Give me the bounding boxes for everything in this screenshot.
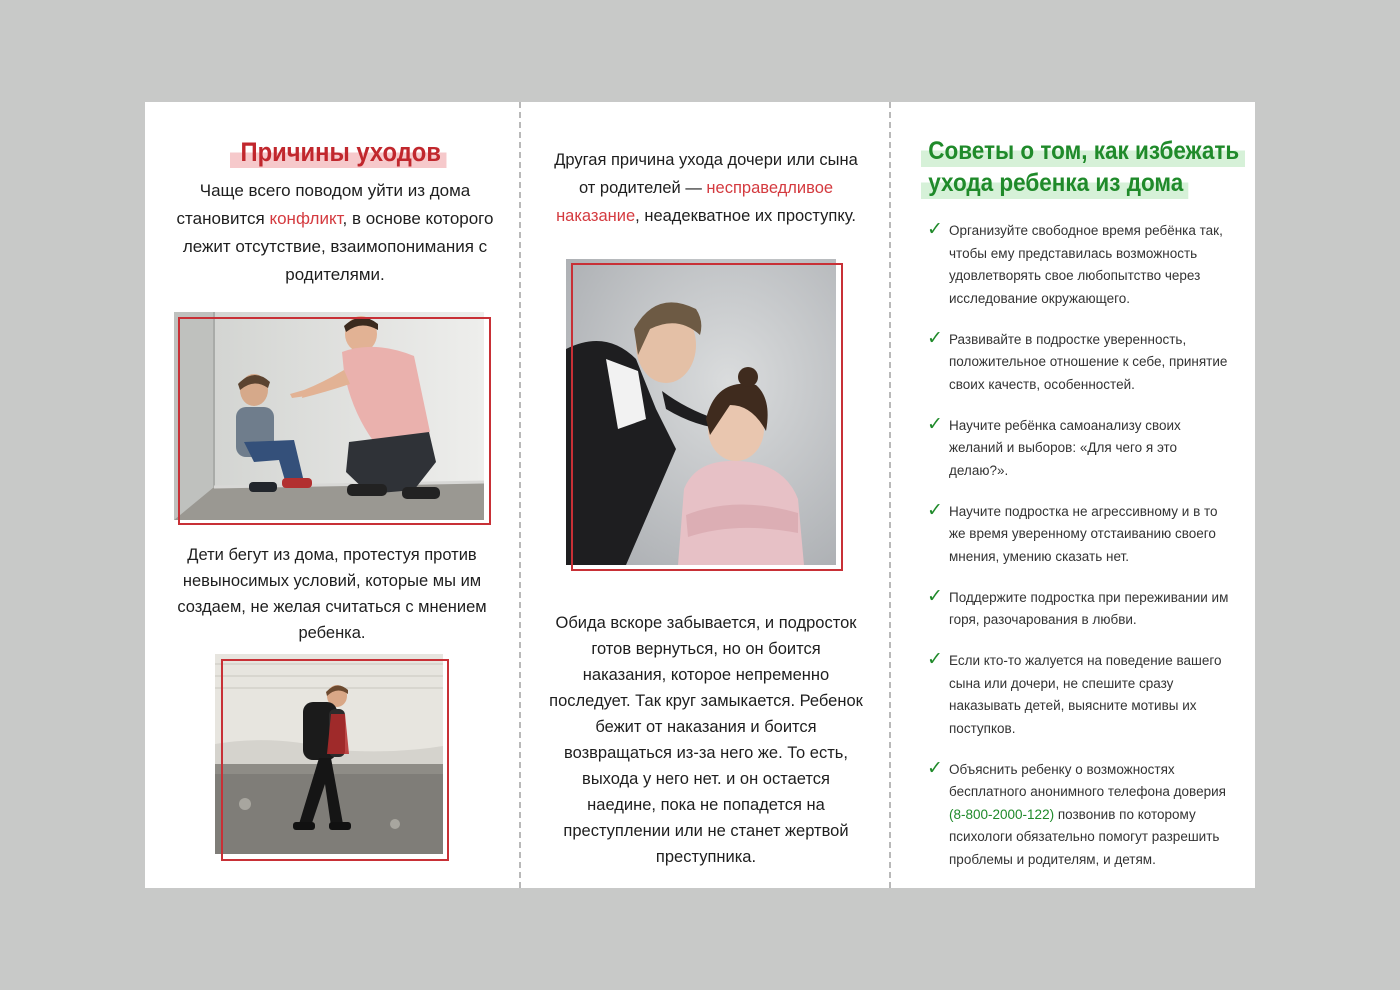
checkmark-icon: ✓ xyxy=(927,413,943,435)
advice-title-line-2: ухода ребенка из дома xyxy=(921,167,1189,199)
advice-item xyxy=(929,587,1229,632)
panel-title-advice xyxy=(921,135,1281,199)
other-reason-paragraph-2: Обида вскоре забывается, и подросток готов вернуться, но он боится наказания, которое непременно последует. Так круг замыкается. Ребенок бежит от наказания и боится возвращаться из-за него же. То есть, выхода у него нет. и он остается наедине, пока не попадется на преступлении или не станет жертвой преступника. xyxy=(549,614,863,866)
advice-text: Поддержите подростка при переживании им горя, разочарования в любви. xyxy=(949,589,1229,627)
photo-frame-2 xyxy=(221,659,449,861)
panel-advice xyxy=(891,102,1255,888)
advice-text: Развивайте в подростке уверенность, положительное отношение к себе, принятие своих качеств, особенностей. xyxy=(949,331,1228,392)
checkmark-icon: ✓ xyxy=(927,499,943,521)
advice-item xyxy=(929,220,1229,310)
advice-item xyxy=(929,650,1229,740)
checkmark-icon: ✓ xyxy=(927,757,943,779)
photo-frame-1 xyxy=(178,317,491,525)
hotline-text-start: Объяснить ребенку о возможностях бесплатного анонимного телефона доверия xyxy=(949,761,1226,799)
hotline-text-end: позвонив по которому психологи обязательно помогут разрешить проблемы и родителям, и детям. xyxy=(949,806,1220,867)
intro-text-end: , в основе которого лежит отсутствие, взаимопонимания с родителями. xyxy=(182,209,494,284)
reasons-paragraph-2: Дети бегут из дома, протестуя против невыносимых условий, которые мы им создаем, не желая считаться с мнением ребенка. xyxy=(177,546,487,642)
advice-text: Научите подростка не агрессивному и в то же время уверенному отстаиванию своего мнения, умению сказать нет. xyxy=(949,503,1218,564)
reasons-intro-text xyxy=(165,177,505,289)
checkmark-icon: ✓ xyxy=(927,327,943,349)
hotline-phone-number: (8-800-2000-122) xyxy=(949,806,1055,822)
advice-text: Организуйте свободное время ребёнка так, чтобы ему представилась возможность удовлетворять свое любопытство через исследование окружающего. xyxy=(949,223,1223,306)
advice-text: Если кто-то жалуется на поведение вашего сына или дочери, не спешите сразу наказывать детей, выясните мотивы их поступков. xyxy=(949,653,1222,736)
unfair-punishment-highlight: несправедливое наказание xyxy=(556,179,834,225)
checkmark-icon: ✓ xyxy=(927,649,943,670)
conflict-highlight: конфликт xyxy=(269,209,343,228)
advice-item-hotline xyxy=(929,759,1229,872)
brochure-sheet xyxy=(145,102,1255,888)
advice-item xyxy=(929,329,1229,397)
checkmark-icon: ✓ xyxy=(927,585,943,607)
advice-text: Научите ребёнка самоанализу своих желаний и выборов: «Для чего я это делаю?». xyxy=(949,417,1181,478)
panel-reasons xyxy=(145,102,519,888)
other-reason-text-start: Другая причина ухода дочери или сына от родителей — xyxy=(554,151,858,197)
other-reason-text-end: , неадекватное их проступку. xyxy=(635,207,856,225)
photo-frame-3 xyxy=(571,263,843,571)
panel-title-reasons: Причины уходов xyxy=(230,136,446,168)
advice-list xyxy=(929,220,1229,890)
intro-text-start: Чаще всего поводом уйти из дома становится xyxy=(176,181,471,228)
panel-other-reason xyxy=(521,102,889,888)
other-reason-intro xyxy=(547,146,865,230)
advice-item xyxy=(929,501,1229,569)
advice-item xyxy=(929,415,1229,483)
checkmark-icon: ✓ xyxy=(927,219,943,240)
advice-title-line-1: Советы о том, как избежать xyxy=(921,135,1245,167)
